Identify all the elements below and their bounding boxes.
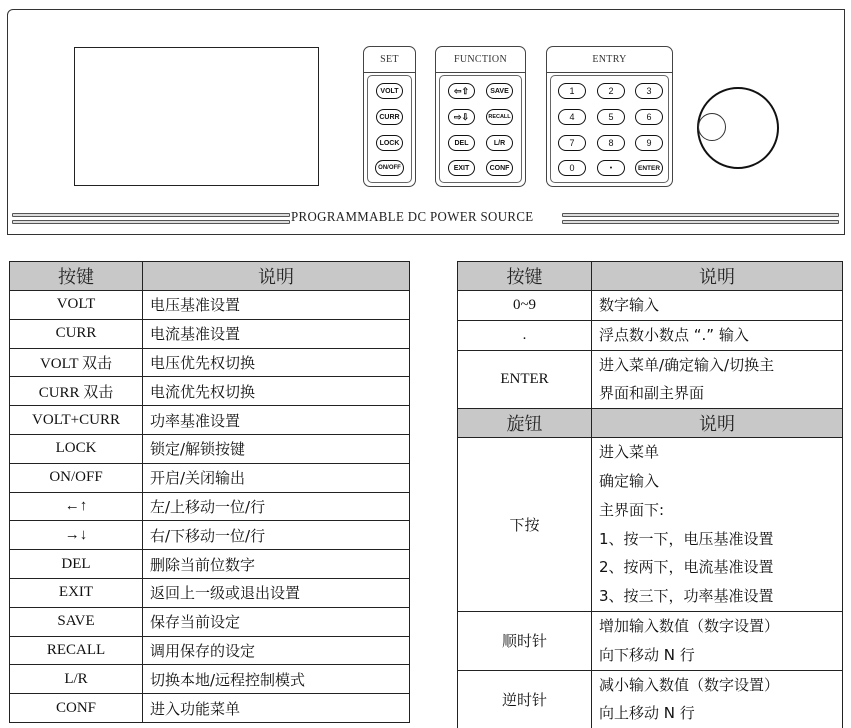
description-cell: 功率基准设置	[143, 406, 410, 435]
table-row	[458, 611, 843, 670]
description-cell: 电流基准设置	[143, 319, 410, 348]
key-3[interactable]: 3	[635, 83, 663, 99]
key-cell: EXIT	[10, 578, 143, 607]
on-off-key[interactable]: ON/OFF	[375, 160, 404, 176]
table-row	[10, 377, 410, 406]
table-row	[10, 319, 410, 348]
key-cell: DEL	[10, 550, 143, 579]
lcd-display	[74, 47, 319, 186]
function-group-title: FUNCTION	[436, 47, 525, 73]
key-cell: LOCK	[10, 434, 143, 463]
decor-rail	[562, 220, 839, 224]
set-key-group	[363, 46, 416, 187]
key-cell: ENTER	[458, 350, 592, 409]
key-cell: VOLT	[10, 291, 143, 320]
table-row	[10, 607, 410, 636]
description-cell: 电压基准设置	[143, 291, 410, 320]
curr-key[interactable]: CURR	[376, 109, 403, 125]
table-row	[10, 492, 410, 521]
table-row	[458, 438, 843, 612]
description-cell: 调用保存的设定	[143, 636, 410, 665]
exit-key[interactable]: EXIT	[448, 160, 475, 176]
enter-key[interactable]: ENTER	[635, 160, 663, 176]
header-key: 按键	[10, 262, 143, 291]
description-cell: 数字输入	[592, 291, 843, 321]
table-row	[10, 463, 410, 492]
lock-key[interactable]: LOCK	[376, 135, 403, 151]
decor-rail	[12, 213, 290, 217]
description-cell: 增加输入数值（数字设置） 向下移动 N 行	[592, 611, 843, 670]
table-row	[458, 670, 843, 728]
key-cell: VOLT 双击	[10, 348, 143, 377]
description-cell: 返回上一级或退出设置	[143, 578, 410, 607]
table-row	[10, 578, 410, 607]
key-cell: CURR 双击	[10, 377, 143, 406]
key-description-table	[9, 261, 410, 723]
key-7[interactable]: 7	[558, 135, 586, 151]
key-5[interactable]: 5	[597, 109, 625, 125]
header-knob: 旋钮	[458, 409, 592, 438]
key-cell: .	[458, 320, 592, 350]
knob-action-cell: 逆时针	[458, 670, 592, 728]
knob-header-row	[458, 409, 843, 438]
left-up-key[interactable]: ⇦⇧	[448, 83, 475, 99]
description-cell: 右/下移动一位/行	[143, 521, 410, 550]
table-row	[10, 636, 410, 665]
key-cell: SAVE	[10, 607, 143, 636]
local-remote-key[interactable]: L/R	[486, 135, 513, 151]
conf-key[interactable]: CONF	[486, 160, 513, 176]
key-cell: CURR	[10, 319, 143, 348]
table-row	[10, 434, 410, 463]
key-cell: ON/OFF	[10, 463, 143, 492]
key-0[interactable]: 0	[558, 160, 586, 176]
entry-and-knob-table	[457, 261, 843, 728]
entry-group-title: ENTRY	[547, 47, 672, 73]
key-cell: 0~9	[458, 291, 592, 321]
header-key: 按键	[458, 262, 592, 291]
key-6[interactable]: 6	[635, 109, 663, 125]
table-row	[10, 550, 410, 579]
knob-grip-icon	[698, 113, 726, 141]
table-row	[458, 320, 843, 350]
description-cell: 进入菜单 确定输入 主界面下: 1、按一下，电压基准设置 2、按两下，电流基准设置 3、按三下，功率基准设置	[592, 438, 843, 612]
description-cell: 切换本地/远程控制模式	[143, 665, 410, 694]
knob-action-cell: 下按	[458, 438, 592, 612]
knob-action-cell: 顺时针	[458, 611, 592, 670]
key-cell: VOLT+CURR	[10, 406, 143, 435]
description-cell: 减小输入数值（数字设置） 向上移动 N 行	[592, 670, 843, 728]
key-cell: CONF	[10, 694, 143, 723]
table-row	[10, 694, 410, 723]
table-row	[10, 291, 410, 320]
description-cell: 删除当前位数字	[143, 550, 410, 579]
description-cell: 锁定/解锁按键	[143, 434, 410, 463]
del-key[interactable]: DEL	[448, 135, 475, 151]
table-row	[10, 665, 410, 694]
header-description: 说明	[143, 262, 410, 291]
description-cell: 浮点数小数点 “.” 输入	[592, 320, 843, 350]
right-down-key[interactable]: ⇨⇩	[448, 109, 475, 125]
entry-key-group	[546, 46, 673, 187]
save-key[interactable]: SAVE	[486, 83, 513, 99]
table-row	[458, 350, 843, 409]
key-9[interactable]: 9	[635, 135, 663, 151]
description-cell: 左/上移动一位/行	[143, 492, 410, 521]
table-row	[10, 406, 410, 435]
function-key-group	[435, 46, 526, 187]
key-4[interactable]: 4	[558, 109, 586, 125]
key-1[interactable]: 1	[558, 83, 586, 99]
left-up-arrow-icon: ←↑	[10, 492, 143, 521]
key-cell: RECALL	[10, 636, 143, 665]
decor-rail	[12, 220, 290, 224]
description-cell: 电压优先权切换	[143, 348, 410, 377]
table-row	[458, 291, 843, 321]
table-row	[10, 348, 410, 377]
header-description: 说明	[592, 409, 843, 438]
header-description: 说明	[592, 262, 843, 291]
volt-key[interactable]: VOLT	[376, 83, 403, 99]
key-2[interactable]: 2	[597, 83, 625, 99]
decimal-point-key[interactable]: •	[597, 160, 625, 176]
recall-key[interactable]: RECALL	[486, 109, 513, 125]
right-down-arrow-icon: →↓	[10, 521, 143, 550]
table-row	[10, 521, 410, 550]
decor-rail	[562, 213, 839, 217]
description-cell: 进入菜单/确定输入/切换主 界面和副主界面	[592, 350, 843, 409]
description-cell: 保存当前设定	[143, 607, 410, 636]
description-cell: 进入功能菜单	[143, 694, 410, 723]
description-cell: 电流优先权切换	[143, 377, 410, 406]
key-8[interactable]: 8	[597, 135, 625, 151]
table-header-row	[458, 262, 843, 291]
description-cell: 开启/关闭输出	[143, 463, 410, 492]
set-group-title: SET	[364, 47, 415, 73]
key-cell: L/R	[10, 665, 143, 694]
brand-label: PROGRAMMABLE DC POWER SOURCE	[291, 210, 534, 225]
table-header-row	[10, 262, 410, 291]
